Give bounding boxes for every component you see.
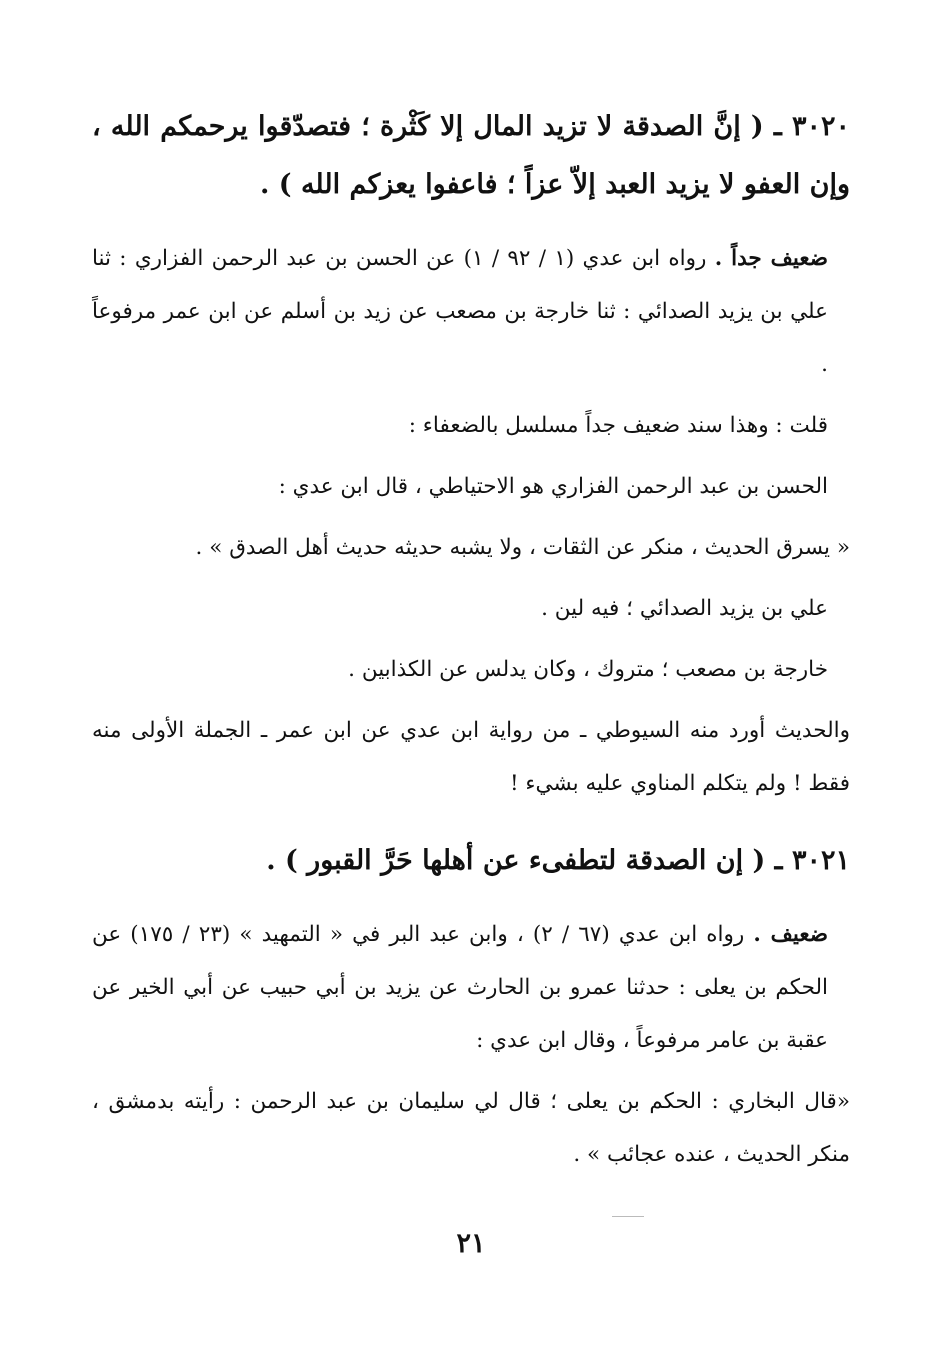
hadith-3020-paragraph-5: خارجة بن مصعب ؛ متروك ، وكان يدلس عن الكذابين . [348, 657, 828, 682]
divider [612, 1216, 644, 1217]
hadith-3021-paragraph-0: رواه ابن عدي (٦٧ / ٢) ، وابن عبد البر في « التمهيد » (٢٣ / ١٧٥) عن الحكم بن يعلى : حدثنا عمرو بن الحارث عن يزيد بن أبي حبيب عن أبي الخير عن عقبة بن عامر مرفوعاً ، وقال ابن عدي : [92, 922, 828, 1053]
hadith-3021-text: ( إن الصدقة لتطفىء عن أهلها حَرَّ القبور ) . [266, 845, 766, 876]
hadith-3020-paragraph-4: علي بن يزيد الصدائي ؛ فيه لين . [541, 596, 828, 621]
hadith-3020-paragraph-0: رواه ابن عدي (١ / ٩٢ / ١) عن الحسن بن عبد الرحمن الفزاري : ثنا علي بن يزيد الصدائي : ثنا خارجة بن مصعب عن زيد بن أسلم عن ابن عمر مرفوعاً . [92, 246, 828, 377]
hadith-3021-heading [92, 832, 850, 890]
hadith-3020-paragraph-3: « يسرق الحديث ، منكر عن الثقات ، ولا يشبه حديثه حديث أهل الصدق » . [195, 535, 850, 560]
hadith-3020-heading [92, 98, 850, 214]
hadith-3021-grade: ضعيف . [753, 922, 828, 947]
hadith-3021-number: ٣٠٢١ ـ [774, 845, 850, 876]
hadith-3021-paragraph-1: «قال البخاري : الحكم بن يعلى ؛ قال لي سليمان بن عبد الرحمن : رأيته بدمشق ، منكر الحديث ، عنده عجائب » . [92, 1089, 850, 1167]
page-body [92, 98, 850, 1189]
hadith-3020-takhrij [92, 232, 850, 391]
hadith-3020-number: ٣٠٢٠ ـ [773, 111, 850, 142]
hadith-3020-text: ( إنَّ الصدقة لا تزيد المال إلا كَثْرة ؛ فتصدّقوا يرحمكم الله ، وإن العفو لا يزيد العبد إلاّ عزاً ؛ فاعفوا يعزكم الله ) . [92, 111, 850, 200]
page-number: ٢١ [456, 1228, 486, 1259]
hadith-3020-grade: ضعيف جداً . [714, 246, 828, 271]
hadith-3020-paragraph-6: والحديث أورد منه السيوطي ـ من رواية ابن عدي عن ابن عمر ـ الجملة الأولى منه فقط ! ولم يتكلم المناوي عليه بشيء ! [92, 718, 850, 796]
hadith-3021-takhrij [92, 908, 850, 1067]
hadith-3020-paragraph-1: قلت : وهذا سند ضعيف جداً مسلسل بالضعفاء : [408, 413, 828, 438]
hadith-3020-paragraph-2: الحسن بن عبد الرحمن الفزاري هو الاحتياطي ، قال ابن عدي : [278, 474, 828, 499]
